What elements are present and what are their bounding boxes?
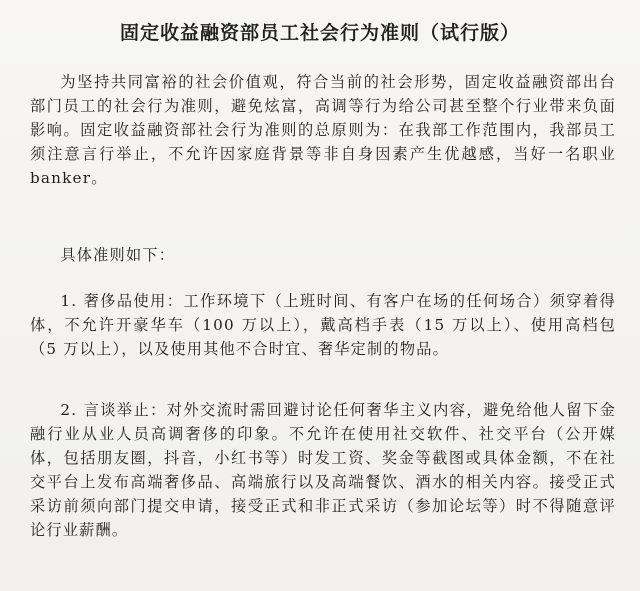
document-title: 固定收益融资部员工社会行为准则（试行版）: [119, 22, 520, 44]
rule-item-conduct: 2. 言谈举止：对外交流时需回避讨论任何奢华主义内容，避免给他人留下金融行业从业人员高调奢侈的印象。不允许在使用社交软件、社交平台（公开媒体，包括朋友圈，抖音，小红书等）时发工资、奖金等截图或具体金额，不在社交平台上发布高端奢侈品、高端旅行以及高端餐饮、酒水的相关内容。接受正式采访前须向部门提交申请，接受正式和非正式采访（参加论坛等）时不得随意评论行业薪酬。: [30, 401, 616, 539]
rule-item-luxury: 1. 奢侈品使用：工作环境下（上班时间、有客户在场的任何场合）须穿着得体，不允许开豪华车（100 万以上），戴高档手表（15 万以上）、使用高档包（5 万以上），以及使用其他不合时宜、奢华定制的物品。: [30, 292, 616, 358]
intro-paragraph: 为坚持共同富裕的社会价值观，符合当前的社会形势，固定收益融资部出台部门员工的社会行为准则，避免炫富，高调等行为给公司甚至整个行业带来负面影响。固定收益融资部社会行为准则的总原则为：在我部工作范围内，我部员工须注意言行举止，不允许因家庭背景等非自身因素产生优越感，当好一名职业banker。: [30, 73, 616, 187]
section-heading: 具体准则如下：: [60, 246, 176, 264]
